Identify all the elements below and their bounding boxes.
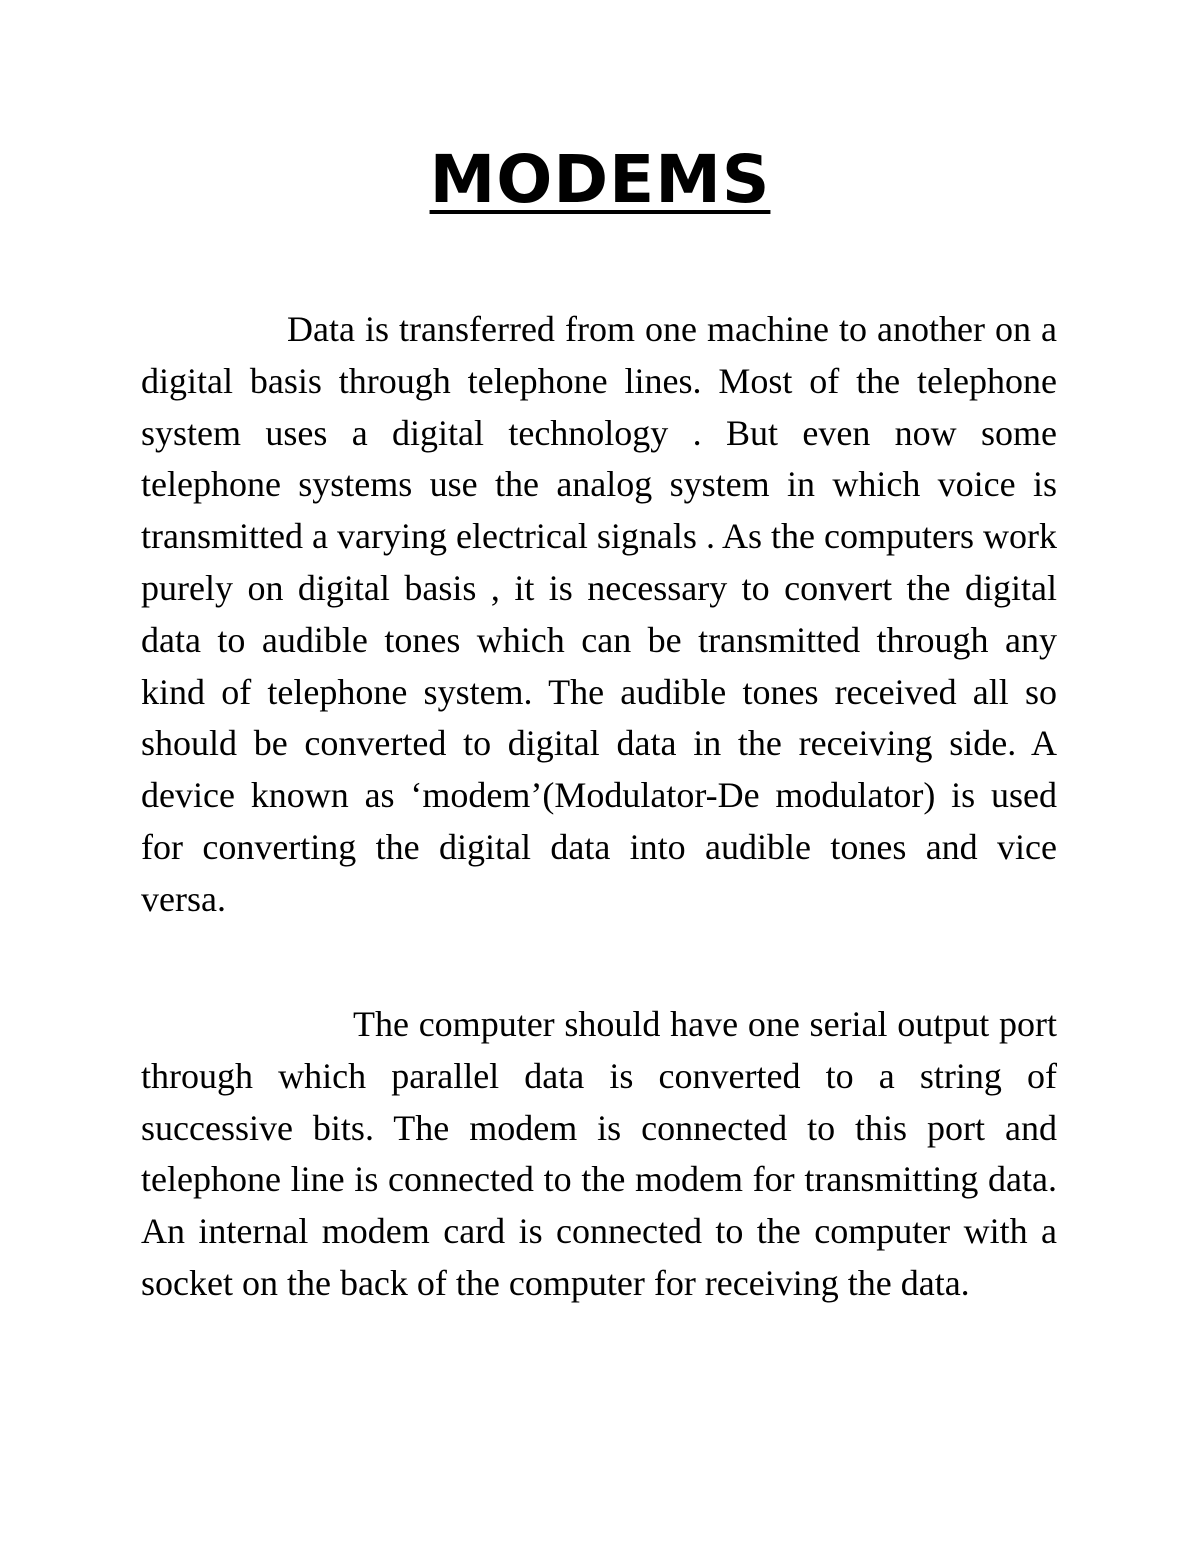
page-title xyxy=(0,140,1200,220)
page-title-text: MODEMS xyxy=(429,141,771,218)
paragraph-serial-port: The computer should have one serial output port through which parallel data is converted to a string of successive bits. The modem is connected to this port and telephone line is connected to the modem for transmitting data. An internal modem card is connected to the computer with a socket on the back of the computer for receiving the data. xyxy=(141,1004,1057,1303)
paragraph-intro: Data is transferred from one machine to another on a digital basis through telephone lines. Most of the telephone system uses a digital technology . But even now some telephone systems use the analog system in which voice is transmitted a varying electrical signals . As the computers work purely on digital basis , it is necessary to convert the digital data to audible tones which can be transmitted through any kind of telephone system. The audible tones received all so should be converted to digital data in the receiving side. A device known as ‘modem’(Modulator-De modulator) is used for converting the digital data into audible tones and vice versa. xyxy=(141,309,1057,919)
